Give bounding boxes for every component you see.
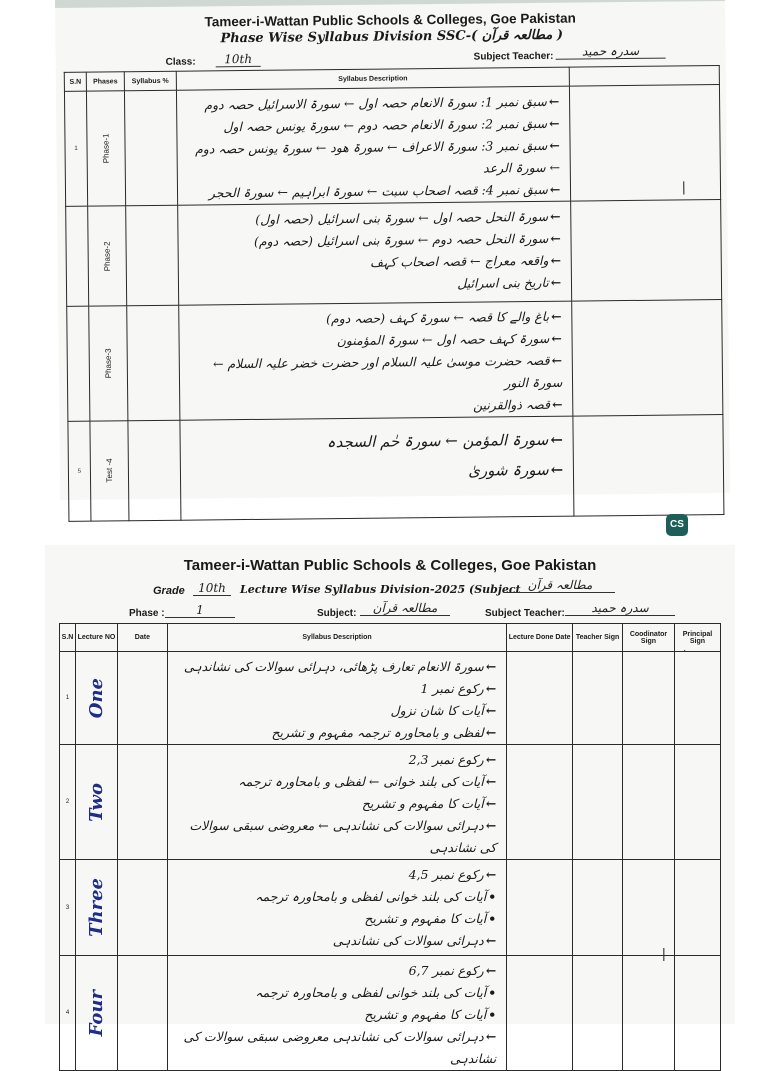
description-line: ←سبق نمبر 1: سورۃ الانعام حصہ اول ← سورۃ الاسرائیل حصہ دوم <box>204 93 560 113</box>
description-cell <box>167 652 506 745</box>
extra-cell <box>570 85 721 202</box>
description-line: ←تاریخ بنی اسرائیل <box>457 274 562 291</box>
row-sn: 2 <box>60 745 76 860</box>
header-lecture-no: Lecture NO <box>75 624 117 652</box>
description-line: ←قصہ ذوالقرنین <box>472 396 563 413</box>
table-row <box>60 745 721 860</box>
description-line: ←دہرائی سوالات کی نشاندہی ← معروضی سبقی سوالات کی نشاندہی <box>189 818 497 855</box>
phase-label: Phase-2 <box>102 241 112 271</box>
coordinator-sign-cell[interactable] <box>623 956 675 1071</box>
done-date-cell[interactable] <box>507 860 573 956</box>
phase-cell <box>88 206 127 306</box>
grade-label: Grade <box>153 585 185 597</box>
percent-cell <box>126 205 179 306</box>
description-line: ←سورۃ الانعام تعارف پڑھائی، دہرائی سوالات کی نشاندہی <box>183 659 497 674</box>
description-line: ←واقعہ معراج ← قصہ اصحاب کہف <box>370 252 562 270</box>
description-cell <box>167 745 506 860</box>
phase-label: Phase-1 <box>101 133 111 164</box>
lecture-cell <box>75 860 117 956</box>
phase-cell <box>86 91 125 206</box>
phase-label: Phase-3 <box>103 348 113 379</box>
school-name: Tameer-i-Wattan Public Schools & Colleges, Goe Pakistan <box>183 557 597 574</box>
class-label: Class: <box>165 56 196 68</box>
header-syllabus-description: Syllabus Description <box>167 624 506 652</box>
description-line: ←دہرائی سوالات کی نشاندہی <box>332 933 497 948</box>
sheet-title: Lecture Wise Syllabus Division-2025 (Subject <box>240 583 521 596</box>
subject-handwritten: مطالعہ قرآن <box>505 578 615 593</box>
phase-cell <box>89 306 128 421</box>
teacher-sign-cell[interactable] <box>573 956 623 1071</box>
percent-cell <box>124 90 177 206</box>
description-cell <box>176 86 571 205</box>
header-coordinator-sign: Coodinator Sign <box>623 624 675 652</box>
class-value: 10th <box>216 52 261 67</box>
coordinator-sign-cell[interactable] <box>623 652 675 745</box>
date-cell[interactable] <box>117 745 167 860</box>
coordinator-sign-cell[interactable] <box>623 745 675 860</box>
row-sn <box>66 206 89 306</box>
done-date-cell[interactable] <box>507 956 573 1071</box>
description-line: ←سبق نمبر 3: سورۃ الاعراف ← سورۃ ھود ← سورۃ یونس حصہ دوم ← سورۃ الرعد <box>194 137 561 176</box>
phase-syllabus-sheet <box>55 0 730 500</box>
description-line: ←باغ والے کا قصہ ← سورۃ کہف (حصہ دوم) <box>325 308 562 327</box>
table-row <box>60 956 721 1071</box>
description-line: ←سورۃ شوریٰ <box>468 460 564 480</box>
header-sn: S.N <box>64 72 86 91</box>
teacher-sign-cell[interactable] <box>573 745 623 860</box>
description-line: ←سورۃ کہف حصہ اول ← سورۃ المؤمنون <box>336 330 562 349</box>
subject-teacher-label: Subject Teacher: <box>473 50 554 63</box>
table-header-row <box>60 624 721 652</box>
principal-sign-cell[interactable] <box>674 745 720 860</box>
header-sn: S.N <box>60 624 76 652</box>
description-cell <box>179 301 574 420</box>
table-row <box>68 415 724 522</box>
extra-cell <box>572 300 723 417</box>
row-sn <box>67 306 90 421</box>
subject-label: Subject: <box>317 608 357 619</box>
row-sn: 3 <box>60 860 76 956</box>
sheet-top-strip <box>55 0 725 8</box>
lecture-syllabus-sheet <box>45 545 735 1066</box>
done-date-cell[interactable] <box>507 745 573 860</box>
teacher-sign-cell[interactable] <box>573 652 623 745</box>
row-sn: 1 <box>64 91 87 206</box>
header-teacher-sign: Teacher Sign <box>573 624 623 652</box>
lecture-cell <box>75 745 117 860</box>
subject-teacher-value: سدرہ حمید <box>565 601 675 616</box>
description-line: ←رکوع نمبر 6,7 <box>408 963 497 978</box>
description-line: •آیات کا مفہوم و تشریح <box>364 911 497 926</box>
description-line: ←لفظی و بامحاورہ ترجمہ مفہوم و تشریح <box>271 725 497 740</box>
description-line: •آیات کی بلند خوانی لفظی و بامحاورہ ترجمہ <box>255 889 497 904</box>
phase-cell <box>90 421 129 521</box>
description-line: ←رکوع نمبر 1 <box>420 681 497 696</box>
lecture-cell <box>75 956 117 1071</box>
description-line: •آیات کی بلند خوانی لفظی و بامحاورہ ترجمہ <box>255 985 497 1000</box>
header-phases: Phases <box>86 72 124 91</box>
description-cell <box>167 860 506 956</box>
row-sn: 5 <box>68 421 91 521</box>
description-line: ←سورۃ المؤمن ← سورۃ حٰم السجدہ <box>326 430 563 452</box>
phase-label: Phase : <box>129 608 165 619</box>
extra-cell <box>571 200 722 302</box>
description-line: ←آیات کی بلند خوانی ← لفظی و بامحاورہ ترجمہ <box>238 774 497 789</box>
principal-sign-cell[interactable] <box>674 652 720 745</box>
subject-teacher-label: Subject Teacher: <box>485 608 565 619</box>
subject-value: مطالعہ قرآن <box>360 601 450 616</box>
header-date: Date <box>117 624 167 652</box>
table-row <box>64 85 720 207</box>
principal-sign-cell[interactable] <box>674 860 720 956</box>
pen-mark: | <box>681 178 686 195</box>
header-principal-sign: Principal Sign <box>674 624 720 652</box>
description-line: ←قصہ حضرت موسیٰ علیہ السلام اور حضرت خضر علیہ السلام ← سورۃ النور <box>212 352 563 391</box>
description-line: ←آیات کا شان نزول <box>390 703 497 718</box>
date-cell[interactable] <box>117 956 167 1071</box>
camscanner-badge: CS <box>666 514 688 536</box>
header-lecture-done-date: Lecture Done Date <box>507 624 573 652</box>
phase-value: 1 <box>165 603 235 618</box>
subject-teacher-value: سدرہ حمید <box>555 44 665 60</box>
header-syllabus-percent: Syllabus % <box>124 71 176 91</box>
principal-sign-cell[interactable] <box>674 956 720 1071</box>
sheet-title: Phase Wise Syllabus Division SSC-( مطالعہ قرآن ) <box>220 27 564 47</box>
header-blank <box>569 66 719 87</box>
lecture-cell <box>75 652 117 745</box>
header-syllabus-description: Syllabus Description <box>176 67 570 90</box>
description-line: ←سبق نمبر 2: سورۃ الانعام حصہ دوم ← سورۃ یونس حصہ اول <box>223 115 560 135</box>
description-line: ←سبق نمبر 4: قصہ اصحاب سبت ← سورۃ ابراہیم ← سورۃ الحجر <box>208 181 561 201</box>
phase-syllabus-table <box>64 65 725 522</box>
lecture-number: One <box>85 677 107 719</box>
description-line: ←آیات کا مفہوم و تشریح <box>361 796 497 811</box>
lecture-number: Two <box>85 782 107 822</box>
description-line: ←رکوع نمبر 2,3 <box>408 752 497 767</box>
grade-value: 10th <box>193 581 231 596</box>
lecture-syllabus-table <box>59 623 721 1071</box>
lecture-number: Three <box>85 878 107 937</box>
extra-cell <box>573 415 724 517</box>
description-line: ←سورۃ النحل حصہ دوم ← سورۃ بنی اسرائیل (حصہ دوم) <box>253 230 561 249</box>
table-row <box>60 860 721 956</box>
description-line: ←سورۃ النحل حصہ اول ← سورۃ بنی اسرائیل (حصہ اول) <box>255 208 561 227</box>
row-sn: 4 <box>60 956 76 1071</box>
description-cell <box>178 201 572 305</box>
description-line: ←دہرائی سوالات کی نشاندہی معروضی سبقی سوالات کی نشاندہی <box>183 1029 497 1066</box>
lecture-number: Four <box>85 989 107 1037</box>
pen-mark: | <box>662 945 666 961</box>
date-cell[interactable] <box>117 652 167 745</box>
percent-cell <box>128 420 181 521</box>
description-cell <box>167 956 506 1071</box>
table-row <box>66 200 722 307</box>
description-line: ←رکوع نمبر 4,5 <box>408 867 497 882</box>
percent-cell <box>127 305 180 421</box>
school-name: Tameer-i-Wattan Public Schools & Colleges, Goe Pakistan <box>204 10 576 30</box>
pen-mark: · <box>683 645 687 656</box>
phase-label: Test -4 <box>104 458 115 484</box>
row-sn: 1 <box>60 652 76 745</box>
teacher-sign-cell[interactable] <box>573 860 623 956</box>
description-line: •آیات کا مفہوم و تشریح <box>364 1007 497 1022</box>
description-cell <box>180 416 574 520</box>
table-row <box>60 652 721 745</box>
done-date-cell[interactable] <box>507 652 573 745</box>
coordinator-sign-cell[interactable] <box>623 860 675 956</box>
table-row <box>67 300 723 422</box>
date-cell[interactable] <box>117 860 167 956</box>
